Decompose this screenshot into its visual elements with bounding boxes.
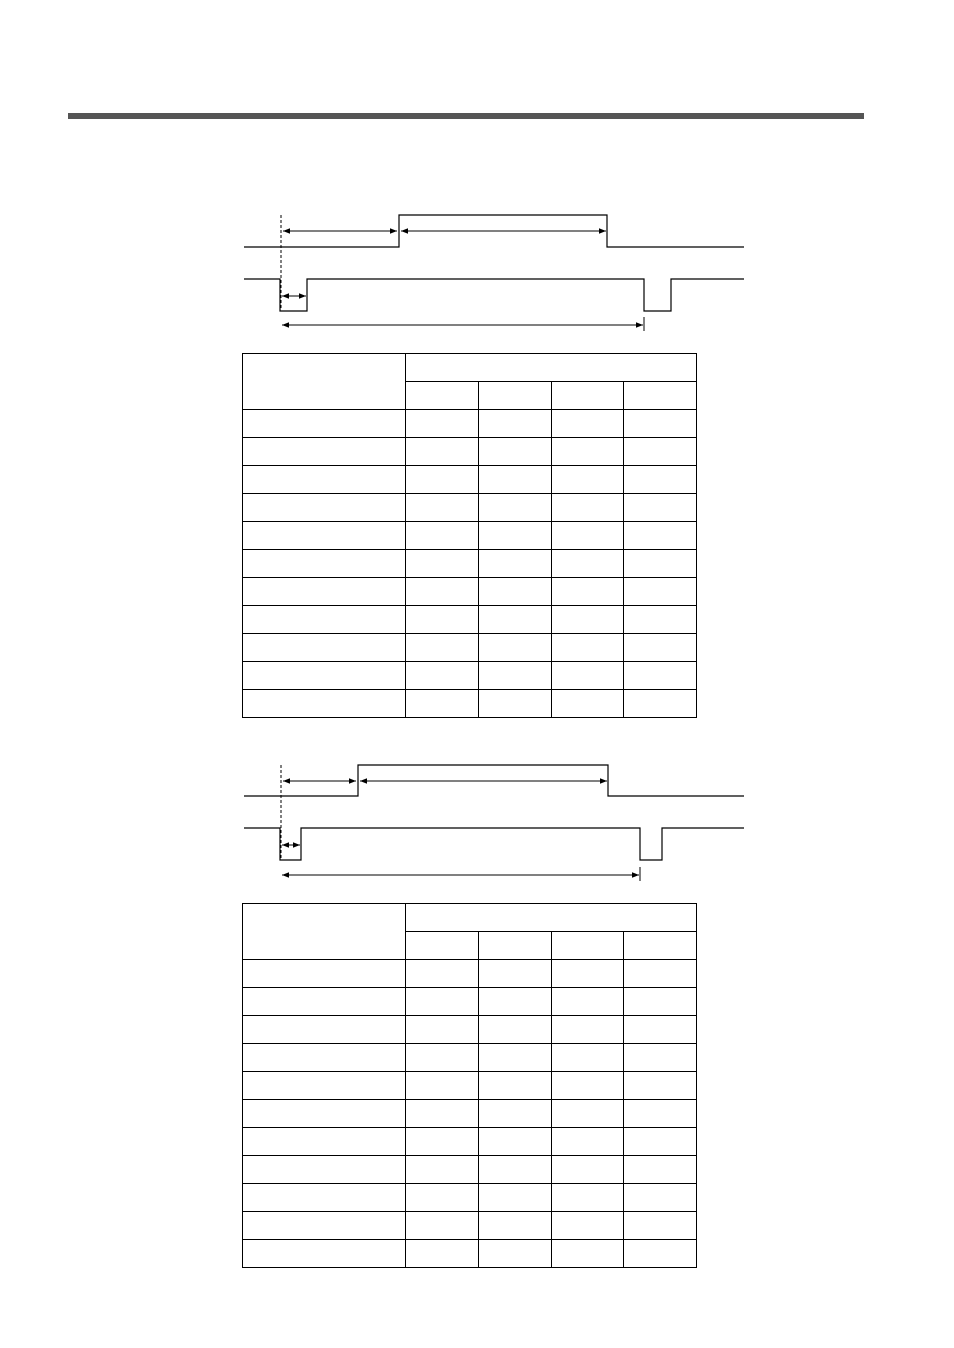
table-cell (551, 1100, 624, 1128)
header-rule (68, 113, 864, 119)
table-cell (478, 960, 551, 988)
table-cell (406, 634, 479, 662)
table-cell (624, 690, 697, 718)
table-row (243, 1128, 697, 1156)
table-row (243, 634, 697, 662)
table-cell (624, 494, 697, 522)
table-cell (551, 550, 624, 578)
table-cell (478, 550, 551, 578)
table-cell (478, 690, 551, 718)
table-row (243, 1072, 697, 1100)
table-cell (551, 1072, 624, 1100)
table-cell (478, 438, 551, 466)
table-row (243, 466, 697, 494)
timing-table-2 (242, 903, 697, 1268)
table-cell (624, 1016, 697, 1044)
table-cell (243, 1016, 406, 1044)
table-cell (624, 662, 697, 690)
table-row (243, 1184, 697, 1212)
table-header-row (243, 904, 697, 932)
table-row (243, 1212, 697, 1240)
table-cell (243, 662, 406, 690)
lower-waveform (244, 279, 744, 311)
table-cell (243, 1156, 406, 1184)
table-cell (406, 932, 479, 960)
table-cell (406, 1212, 479, 1240)
table-cell (478, 988, 551, 1016)
timing-table-1 (242, 353, 697, 718)
table-cell (478, 1044, 551, 1072)
table-cell (243, 1184, 406, 1212)
table-cell (406, 904, 697, 932)
table-cell (406, 690, 479, 718)
table-row (243, 1100, 697, 1128)
table-row (243, 1240, 697, 1268)
table-cell (624, 932, 697, 960)
table-cell (243, 634, 406, 662)
table-cell (478, 1016, 551, 1044)
table-cell (551, 1128, 624, 1156)
table-cell (624, 960, 697, 988)
table-row (243, 690, 697, 718)
table-row (243, 606, 697, 634)
table-cell (406, 606, 479, 634)
table-row (243, 410, 697, 438)
table-cell (478, 662, 551, 690)
table-cell (624, 522, 697, 550)
table-cell (406, 550, 479, 578)
table-cell (243, 1100, 406, 1128)
table-cell (478, 578, 551, 606)
table-cell (243, 606, 406, 634)
table-cell (551, 932, 624, 960)
table-cell (406, 960, 479, 988)
table-cell (243, 494, 406, 522)
table-row (243, 550, 697, 578)
table-cell (243, 988, 406, 1016)
table-cell (624, 438, 697, 466)
table-cell (243, 1240, 406, 1268)
table-cell (551, 522, 624, 550)
table-cell (243, 1212, 406, 1240)
table-cell (478, 606, 551, 634)
table-cell (624, 988, 697, 1016)
table-cell (478, 382, 551, 410)
table-cell (406, 522, 479, 550)
table-cell (243, 522, 406, 550)
table-cell (406, 1072, 479, 1100)
table-cell (551, 988, 624, 1016)
timing-diagram-1 (0, 205, 954, 340)
table-cell (624, 1072, 697, 1100)
table-cell (551, 662, 624, 690)
table-cell (406, 354, 697, 382)
table-cell (243, 960, 406, 988)
table-cell (406, 1128, 479, 1156)
table-cell (551, 690, 624, 718)
table-cell (624, 550, 697, 578)
table-cell (624, 634, 697, 662)
table-cell (551, 438, 624, 466)
table-row (243, 960, 697, 988)
table-cell (243, 466, 406, 494)
table-header-row (243, 354, 697, 382)
table-row (243, 578, 697, 606)
table-cell (478, 410, 551, 438)
table-cell (624, 1044, 697, 1072)
table-cell (551, 960, 624, 988)
table-cell (243, 410, 406, 438)
table-cell (551, 634, 624, 662)
table-cell (243, 690, 406, 718)
table-row (243, 988, 697, 1016)
table-cell (406, 438, 479, 466)
table-cell (406, 988, 479, 1016)
table-cell (551, 1240, 624, 1268)
table-row (243, 438, 697, 466)
table-cell (624, 1184, 697, 1212)
table-cell (551, 578, 624, 606)
table-cell (478, 1184, 551, 1212)
table-cell (624, 466, 697, 494)
table-cell (243, 438, 406, 466)
table-cell (551, 410, 624, 438)
table-cell (478, 1072, 551, 1100)
table-cell (406, 466, 479, 494)
lower-waveform (244, 828, 744, 860)
table-cell (478, 1128, 551, 1156)
table-cell (406, 382, 479, 410)
table-cell (478, 1156, 551, 1184)
table-cell (551, 382, 624, 410)
table-cell (406, 1240, 479, 1268)
table-cell (624, 1156, 697, 1184)
table-cell (624, 1240, 697, 1268)
table-row (243, 1016, 697, 1044)
table-row (243, 1156, 697, 1184)
timing-diagram-2 (0, 755, 954, 890)
table-cell (243, 578, 406, 606)
table-cell (406, 410, 479, 438)
table-cell (624, 606, 697, 634)
table-cell (624, 578, 697, 606)
table-cell (406, 1156, 479, 1184)
table-cell (478, 1212, 551, 1240)
table-cell (551, 466, 624, 494)
table-cell (243, 354, 406, 410)
table-cell (624, 1212, 697, 1240)
table-cell (624, 382, 697, 410)
table-cell (551, 1184, 624, 1212)
table-cell (551, 1212, 624, 1240)
table-row (243, 494, 697, 522)
table-cell (243, 904, 406, 960)
table-cell (243, 1128, 406, 1156)
table-row (243, 662, 697, 690)
table-cell (551, 1044, 624, 1072)
table-cell (478, 466, 551, 494)
table-cell (243, 1072, 406, 1100)
table-cell (478, 522, 551, 550)
table-cell (478, 634, 551, 662)
table-cell (551, 606, 624, 634)
table-cell (624, 1100, 697, 1128)
table-row (243, 522, 697, 550)
table-cell (551, 1016, 624, 1044)
table-cell (406, 1016, 479, 1044)
table-cell (406, 578, 479, 606)
table-cell (406, 1100, 479, 1128)
table-cell (406, 494, 479, 522)
table-cell (478, 932, 551, 960)
table-cell (551, 1156, 624, 1184)
table-cell (478, 494, 551, 522)
table-row (243, 1044, 697, 1072)
table-cell (551, 494, 624, 522)
table-cell (243, 1044, 406, 1072)
table-cell (624, 410, 697, 438)
table-cell (478, 1100, 551, 1128)
table-cell (406, 1184, 479, 1212)
table-cell (624, 1128, 697, 1156)
table-cell (406, 1044, 479, 1072)
table-cell (406, 662, 479, 690)
table-cell (478, 1240, 551, 1268)
table-cell (243, 550, 406, 578)
